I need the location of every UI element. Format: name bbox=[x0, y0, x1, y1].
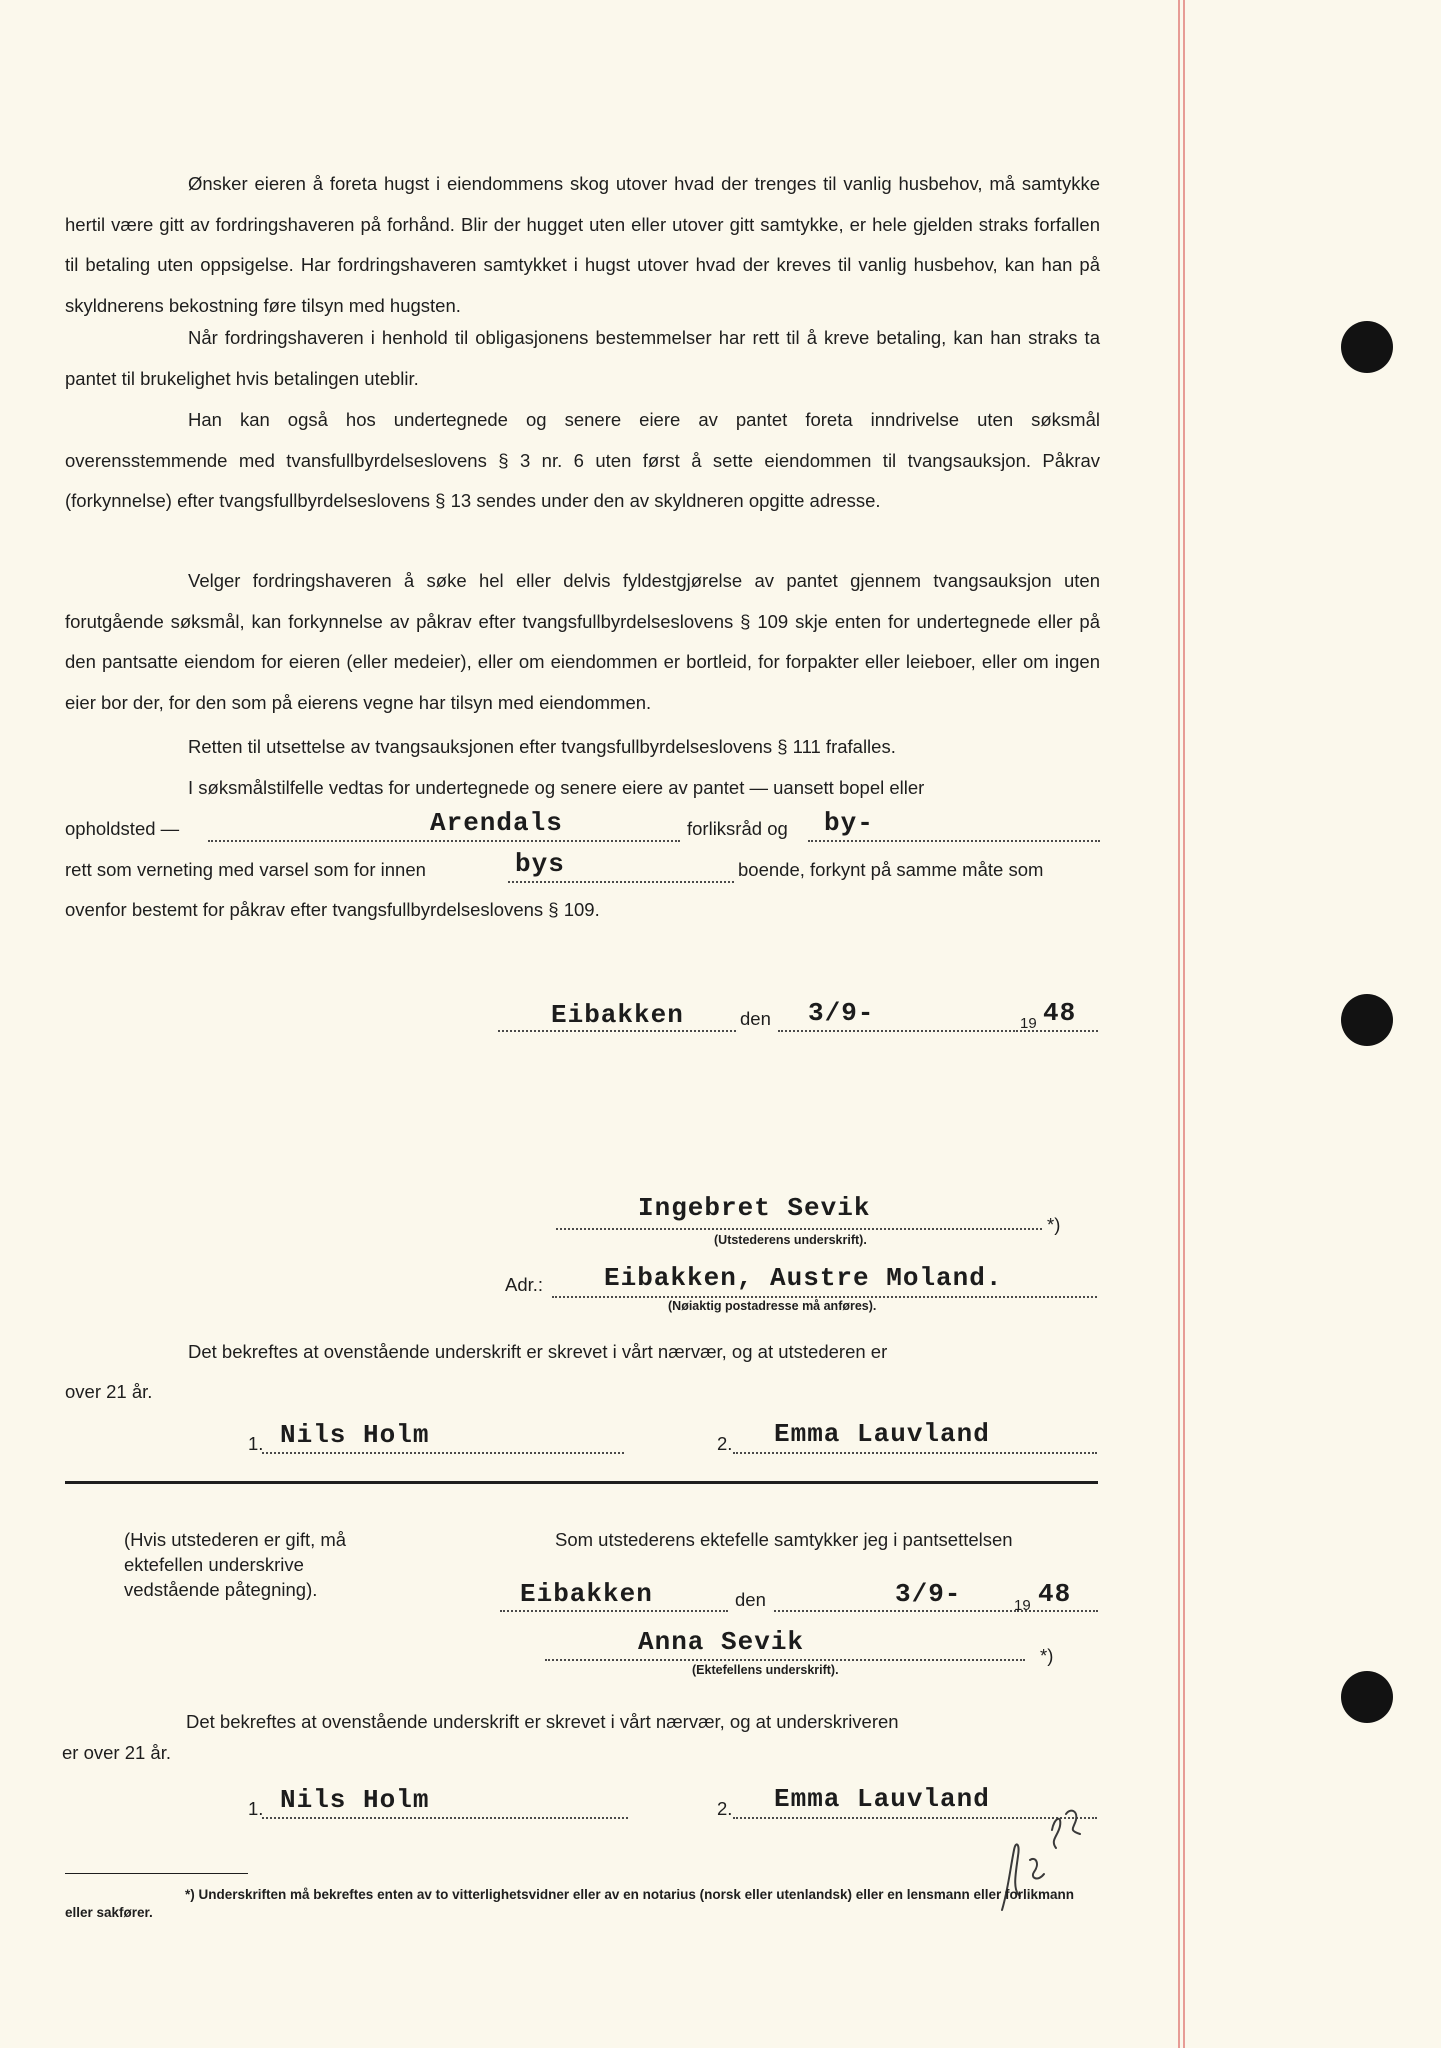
spouse-year: 48 bbox=[1038, 1579, 1072, 1609]
spouse-date-line bbox=[774, 1610, 1012, 1612]
venue-prefix: opholdsted — bbox=[65, 818, 180, 839]
punch-hole bbox=[1341, 994, 1393, 1046]
address-label: Adr.: bbox=[505, 1274, 544, 1295]
paragraph-soksmal: I søksmålstilfelle vedtas for undertegnede og senere eiere av pantet — uansett bopel eller bbox=[188, 777, 925, 798]
issuer-date: 3/9- bbox=[808, 998, 875, 1028]
witness1-name1: Nils Holm bbox=[280, 1420, 430, 1450]
date-den: den bbox=[740, 1008, 771, 1029]
paragraph-tvangsauksjon: Velger fordringshaveren å søke hel eller delvis fyldestgjørelse av pantet gjennem tvangsauksjon uten forutgående søksmål, kan forkynnelse av påkrav efter tvangsfullbyrdelseslovens § 109 skje enten for undertegnede eller på den pantsatte eiendom for eieren (eller medeier), eller om eiendommen er bortleid, for forpakter eller leieboer, eller om ingen eier bor der, for den som på eierens vegne har tilsyn med eiendommen. bbox=[65, 570, 1100, 713]
margin-rule-2 bbox=[1183, 0, 1185, 2048]
address-line bbox=[552, 1296, 1097, 1298]
by-line bbox=[808, 840, 1100, 842]
spouse-place-line bbox=[500, 1610, 728, 1612]
witness2-name2: Emma Lauvland bbox=[774, 1784, 990, 1814]
spouse-consent: Som utstederens ektefelle samtykker jeg i pantsettelsen bbox=[555, 1529, 1013, 1550]
signature-mark: *) bbox=[1047, 1214, 1061, 1235]
witness2-num2: 2. bbox=[717, 1798, 733, 1819]
issuer-place: Eibakken bbox=[551, 1000, 684, 1030]
punch-hole bbox=[1341, 321, 1393, 373]
witness1-line1 bbox=[262, 1452, 624, 1454]
witness1-text-b: over 21 år. bbox=[65, 1381, 153, 1402]
witness2-line1 bbox=[262, 1817, 628, 1819]
spouse-year-prefix: 19 bbox=[1014, 1597, 1031, 1614]
punch-hole bbox=[1341, 1671, 1393, 1723]
spouse-signature-line bbox=[545, 1659, 1025, 1661]
signature-caption: (Utstederens underskrift). bbox=[714, 1233, 867, 1247]
year-prefix: 19 bbox=[1020, 1015, 1037, 1032]
court-name: Arendals bbox=[430, 808, 563, 838]
footnote-rule bbox=[65, 1873, 248, 1874]
witness1-text-a: Det bekreftes at ovenstående underskrift er skrevet i vårt nærvær, og at utstederen er bbox=[188, 1341, 888, 1362]
witness1-line2 bbox=[733, 1452, 1097, 1454]
year-line bbox=[1020, 1030, 1098, 1032]
spouse-den: den bbox=[735, 1589, 766, 1610]
spouse-signature-mark: *) bbox=[1040, 1645, 1054, 1666]
footnote: *) Underskriften må bekreftes enten av to vitterlighetsvidner eller av en notarius (norsk eller utenlandsk) eller en lensmann eller forlikmann eller sakfører. bbox=[65, 1887, 1075, 1920]
witness2-text-b: er over 21 år. bbox=[62, 1742, 172, 1763]
witness1-num2: 2. bbox=[717, 1433, 733, 1454]
venue-line2-suffix: boende, forkynt på samme måte som bbox=[738, 859, 1044, 880]
margin-rule bbox=[1178, 0, 1180, 2048]
venue-mid: forliksråd og bbox=[687, 818, 788, 839]
place-line bbox=[498, 1030, 736, 1032]
witness1-name2: Emma Lauvland bbox=[774, 1419, 990, 1449]
venue-bys: bys bbox=[515, 849, 565, 879]
address-caption: (Nøiaktig postadresse må anføres). bbox=[668, 1299, 877, 1313]
section-divider bbox=[65, 1481, 1098, 1484]
paragraph-utsettelse: Retten til utsettelse av tvangsauksjonen efter tvangsfullbyrdelseslovens § 111 frafalles. bbox=[188, 736, 896, 757]
issuer-year: 48 bbox=[1043, 998, 1077, 1028]
paragraph-betaling: Når fordringshaveren i henhold til obligasjonens bestemmelser har rett til å kreve betaling, kan han straks ta pantet til brukelighet hvis betalingen uteblir. bbox=[65, 327, 1100, 389]
paragraph-hugst: Ønsker eieren å foreta hugst i eiendommens skog utover hvad der trenges til vanlig husbehov, må samtykke hertil være gitt av fordringshaveren på forhånd. Blir der hugget uten eller utover gitt samtykke, er hele gjelden straks forfallen til betaling uten oppsigelse. Har fordringshaveren samtykket i hugst utover hvad der kreves til vanlig husbehov, kan han på skyldnerens bekostning føre tilsyn med hugsten. bbox=[65, 173, 1100, 316]
witness1-num1: 1. bbox=[248, 1433, 264, 1454]
witness2-name1: Nils Holm bbox=[280, 1785, 430, 1815]
spouse-year-line bbox=[1014, 1610, 1098, 1612]
venue-by: by- bbox=[824, 808, 874, 838]
paragraph-inndrivelse: Han kan også hos undertegnede og senere eiere av pantet foreta inndrivelse uten søksmål overensstemmende med tvansfullbyrdelseslovens § 3 nr. 6 uten først å sette eiendommen til tvangsauksjon. Påkrav (forkynnelse) efter tvangsfullbyrdelseslovens § 13 sendes under den av skyldneren opgitte adresse. bbox=[65, 409, 1100, 512]
spouse-date: 3/9- bbox=[895, 1579, 962, 1609]
venue-line3: ovenfor bestemt for påkrav efter tvangsfullbyrdelseslovens § 109. bbox=[65, 899, 600, 920]
issuer-address: Eibakken, Austre Moland. bbox=[604, 1263, 1003, 1293]
witness2-text-a: Det bekreftes at ovenstående underskrift er skrevet i vårt nærvær, og at underskriveren bbox=[186, 1711, 899, 1732]
date-line bbox=[778, 1030, 1018, 1032]
signature-line bbox=[556, 1228, 1042, 1230]
spouse-signature: Anna Sevik bbox=[638, 1627, 805, 1657]
spouse-place: Eibakken bbox=[520, 1579, 653, 1609]
witness2-num1: 1. bbox=[248, 1798, 264, 1819]
venue-line2-prefix: rett som verneting med varsel som for innen bbox=[65, 859, 426, 880]
issuer-signature: Ingebret Sevik bbox=[638, 1193, 871, 1223]
spouse-signature-caption: (Ektefellens underskrift). bbox=[692, 1663, 839, 1677]
court-line bbox=[208, 840, 680, 842]
bys-line bbox=[508, 881, 734, 883]
spouse-note: (Hvis utstederen er gift, må ektefellen underskrive vedstående påtegning). bbox=[124, 1529, 347, 1600]
